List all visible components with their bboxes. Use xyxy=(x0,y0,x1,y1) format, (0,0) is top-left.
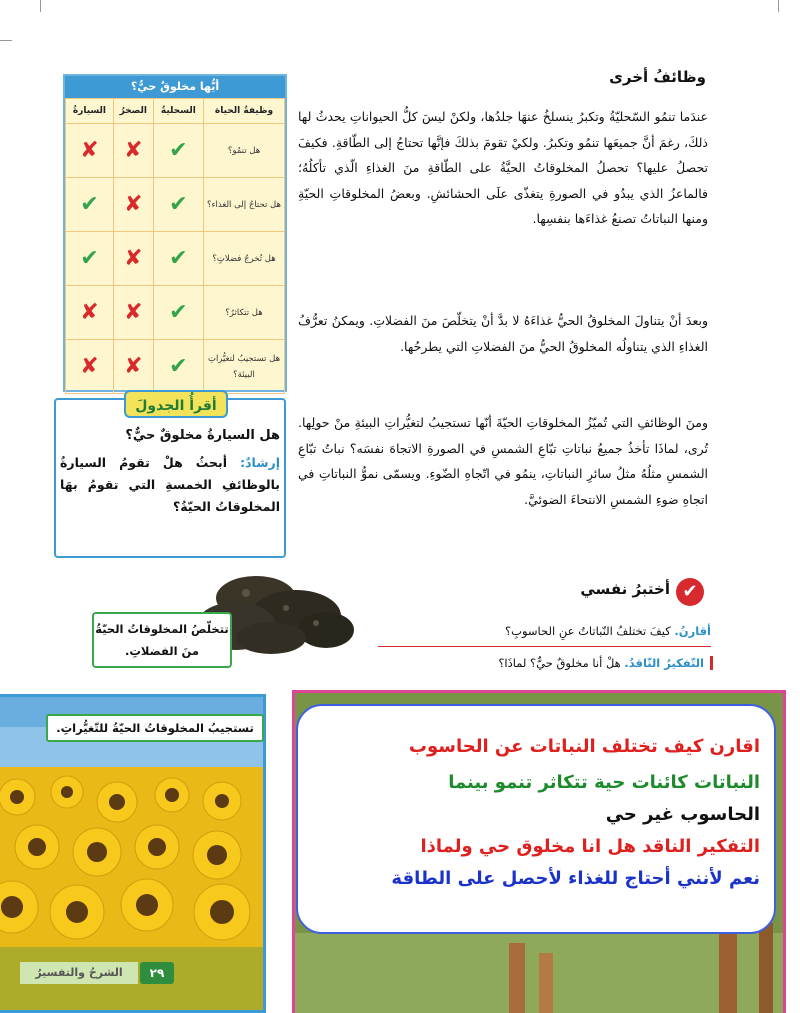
page-section-label: الشرحُ والتفسيرُ xyxy=(20,962,138,984)
table-row xyxy=(66,178,285,232)
check-icon: ✔ xyxy=(153,340,203,394)
table-header: الصخرُ xyxy=(113,99,153,124)
check-icon: ✔ xyxy=(153,232,203,286)
paragraph: ومنَ الوظائفِ التي تُميّزُ المخلوقاتِ الحيّةَ أنّها تستجيبُ لتغيُّراتِ البيئةِ منْ حولِها. تُرى، لماذَا تأخذُ جميعُ نباتاتِ تبّاعِ الشمسِ في الصورةِ الاتجاهَ نفسَه؟ نباتُ تبّاعِ الشمسِ مثلُهُ مثلُ سائرِ النباتاتِ، ينمُو في اتّجاهِ الضّوءِ. ويسمّى نموُّ النباتاتِ في اتجاهِ ضوءِ الشمسِ الانتحاءَ الضوئيَّ. xyxy=(298,415,708,507)
table-title: أيُّها مخلوقٌ حيٌّ؟ xyxy=(65,76,285,98)
crop-mark xyxy=(40,0,41,12)
check-icon: ✔ xyxy=(66,178,114,232)
divider xyxy=(378,646,711,647)
table-row xyxy=(66,124,285,178)
cross-icon: ✘ xyxy=(113,124,153,178)
question-text: هلْ أنا مخلوقٌ حيٌّ؟ لماذَا؟ xyxy=(498,656,625,670)
answer-line: النباتات كائنات حية تتكاثر تنمو بينما xyxy=(448,772,760,793)
cross-icon: ✘ xyxy=(66,286,114,340)
cross-icon: ✘ xyxy=(113,286,153,340)
self-test-question xyxy=(378,624,711,638)
question-label: التّفكيرُ النّاقدُ. xyxy=(624,656,704,670)
answer-line: التفكير الناقد هل انا مخلوق حي ولماذا xyxy=(420,836,760,857)
table-header: وظيفةُ الحياة xyxy=(204,99,285,124)
cross-icon: ✘ xyxy=(113,232,153,286)
table-row xyxy=(66,286,285,340)
cross-icon: ✘ xyxy=(113,340,153,394)
hint-label: إرشادٌ: xyxy=(240,455,280,470)
crop-mark xyxy=(778,0,779,12)
answer-line: نعم لأنني أحتاج للغذاء لأحصل على الطاقة xyxy=(391,868,760,889)
section-heading: وظائفُ أخرى xyxy=(609,68,706,86)
question-label: أقارنُ. xyxy=(674,624,711,638)
cross-icon: ✘ xyxy=(113,178,153,232)
answer-line: اقارن كيف تختلف النباتات عن الحاسوب xyxy=(408,736,760,757)
check-badge-icon: ✔ xyxy=(676,578,704,606)
cross-icon: ✘ xyxy=(66,340,114,394)
check-icon: ✔ xyxy=(66,232,114,286)
self-test-title: أختبرُ نفسي xyxy=(580,580,670,598)
function-cell: هل تنمُو؟ xyxy=(204,124,285,178)
function-cell: هل تُخرجُ فضلاتٍ؟ xyxy=(204,232,285,286)
dung-caption: تتخلّصُ المخلوقاتُ الحيّةُ منَ الفضلاتِ. xyxy=(92,612,232,668)
table-header: السحليةُ xyxy=(153,99,203,124)
table-row xyxy=(66,232,285,286)
crop-mark xyxy=(0,40,12,41)
paragraph: عندَما تنمُو السّحليّةُ وتكبرُ ينسلخُ عنهَا جلدُها، ولكنْ ليسَ كلُّ الحيواناتِ يحدثُ لها ذلكَ، رغمَ أنَّ جميعَها تنمُو وتكبرُ. ولكيْ تقومَ بذلكَ فإنَّها تحتاجُ إلى الطّاقةِ. فكيفَ تحصلُ عليها؟ تحصلُ المخلوقاتُ الحيَّةُ على الطّاقةِ منَ الغذاءِ الّذي تأكلُهُ؛ فالماعزُ الذي يبدُو في الصورةِ يتغذّى علَى الحشائشِ. وبعضُ المخلوقاتِ الحيّةِ ومنها النباتاتُ تصنعُ غذاءَها بنفسِها. xyxy=(298,109,708,226)
self-test-question xyxy=(378,656,713,670)
check-icon: ✔ xyxy=(153,178,203,232)
living-things-table xyxy=(63,74,287,392)
question-text: كيفَ تختلفُ النّباتاتُ عنِ الحاسوبِ؟ xyxy=(505,624,675,638)
function-cell: هل تستجيبُ لتغيُّراتِ البيئة؟ xyxy=(204,340,285,394)
read-table-question: هل السيارةُ مخلوقٌ حيٌّ؟ xyxy=(125,428,280,443)
read-table-title: أقرأُ الجدولَ xyxy=(124,390,228,418)
function-cell: هل تتكاثرُ؟ xyxy=(204,286,285,340)
cross-icon: ✘ xyxy=(66,124,114,178)
check-icon: ✔ xyxy=(153,286,203,340)
table-row xyxy=(66,340,285,394)
page-number: ٢٩ xyxy=(140,962,174,984)
function-cell: هل تحتاجُ إلى الغذاء؟ xyxy=(204,178,285,232)
check-icon: ✔ xyxy=(153,124,203,178)
read-table-hint xyxy=(60,452,280,518)
table-header: السيارةُ xyxy=(66,99,114,124)
paragraph: وبعدَ أنْ يتناولَ المخلوقُ الحيُّ غذاءَهُ لا بدَّ أنْ يتخلّصَ منَ الفضلاتِ. ويمكنُ تعرُّفُ الغذاءِ الذي يتناولُه المخلوقُ الحيُّ منَ الفضلاتِ التي يطرحُها. xyxy=(298,313,708,354)
sunflower-caption: تستجيبُ المخلوقاتُ الحيّةُ للتّغيُّراتِ. xyxy=(46,714,264,742)
hint-text: أبحثُ هلْ تقومُ السيارةُ بالوظائفِ الخمسةِ التي تقومُ بهَا المخلوقاتُ الحيّةُ؟ xyxy=(60,455,280,514)
answer-line: الحاسوب غير حي xyxy=(605,804,760,825)
